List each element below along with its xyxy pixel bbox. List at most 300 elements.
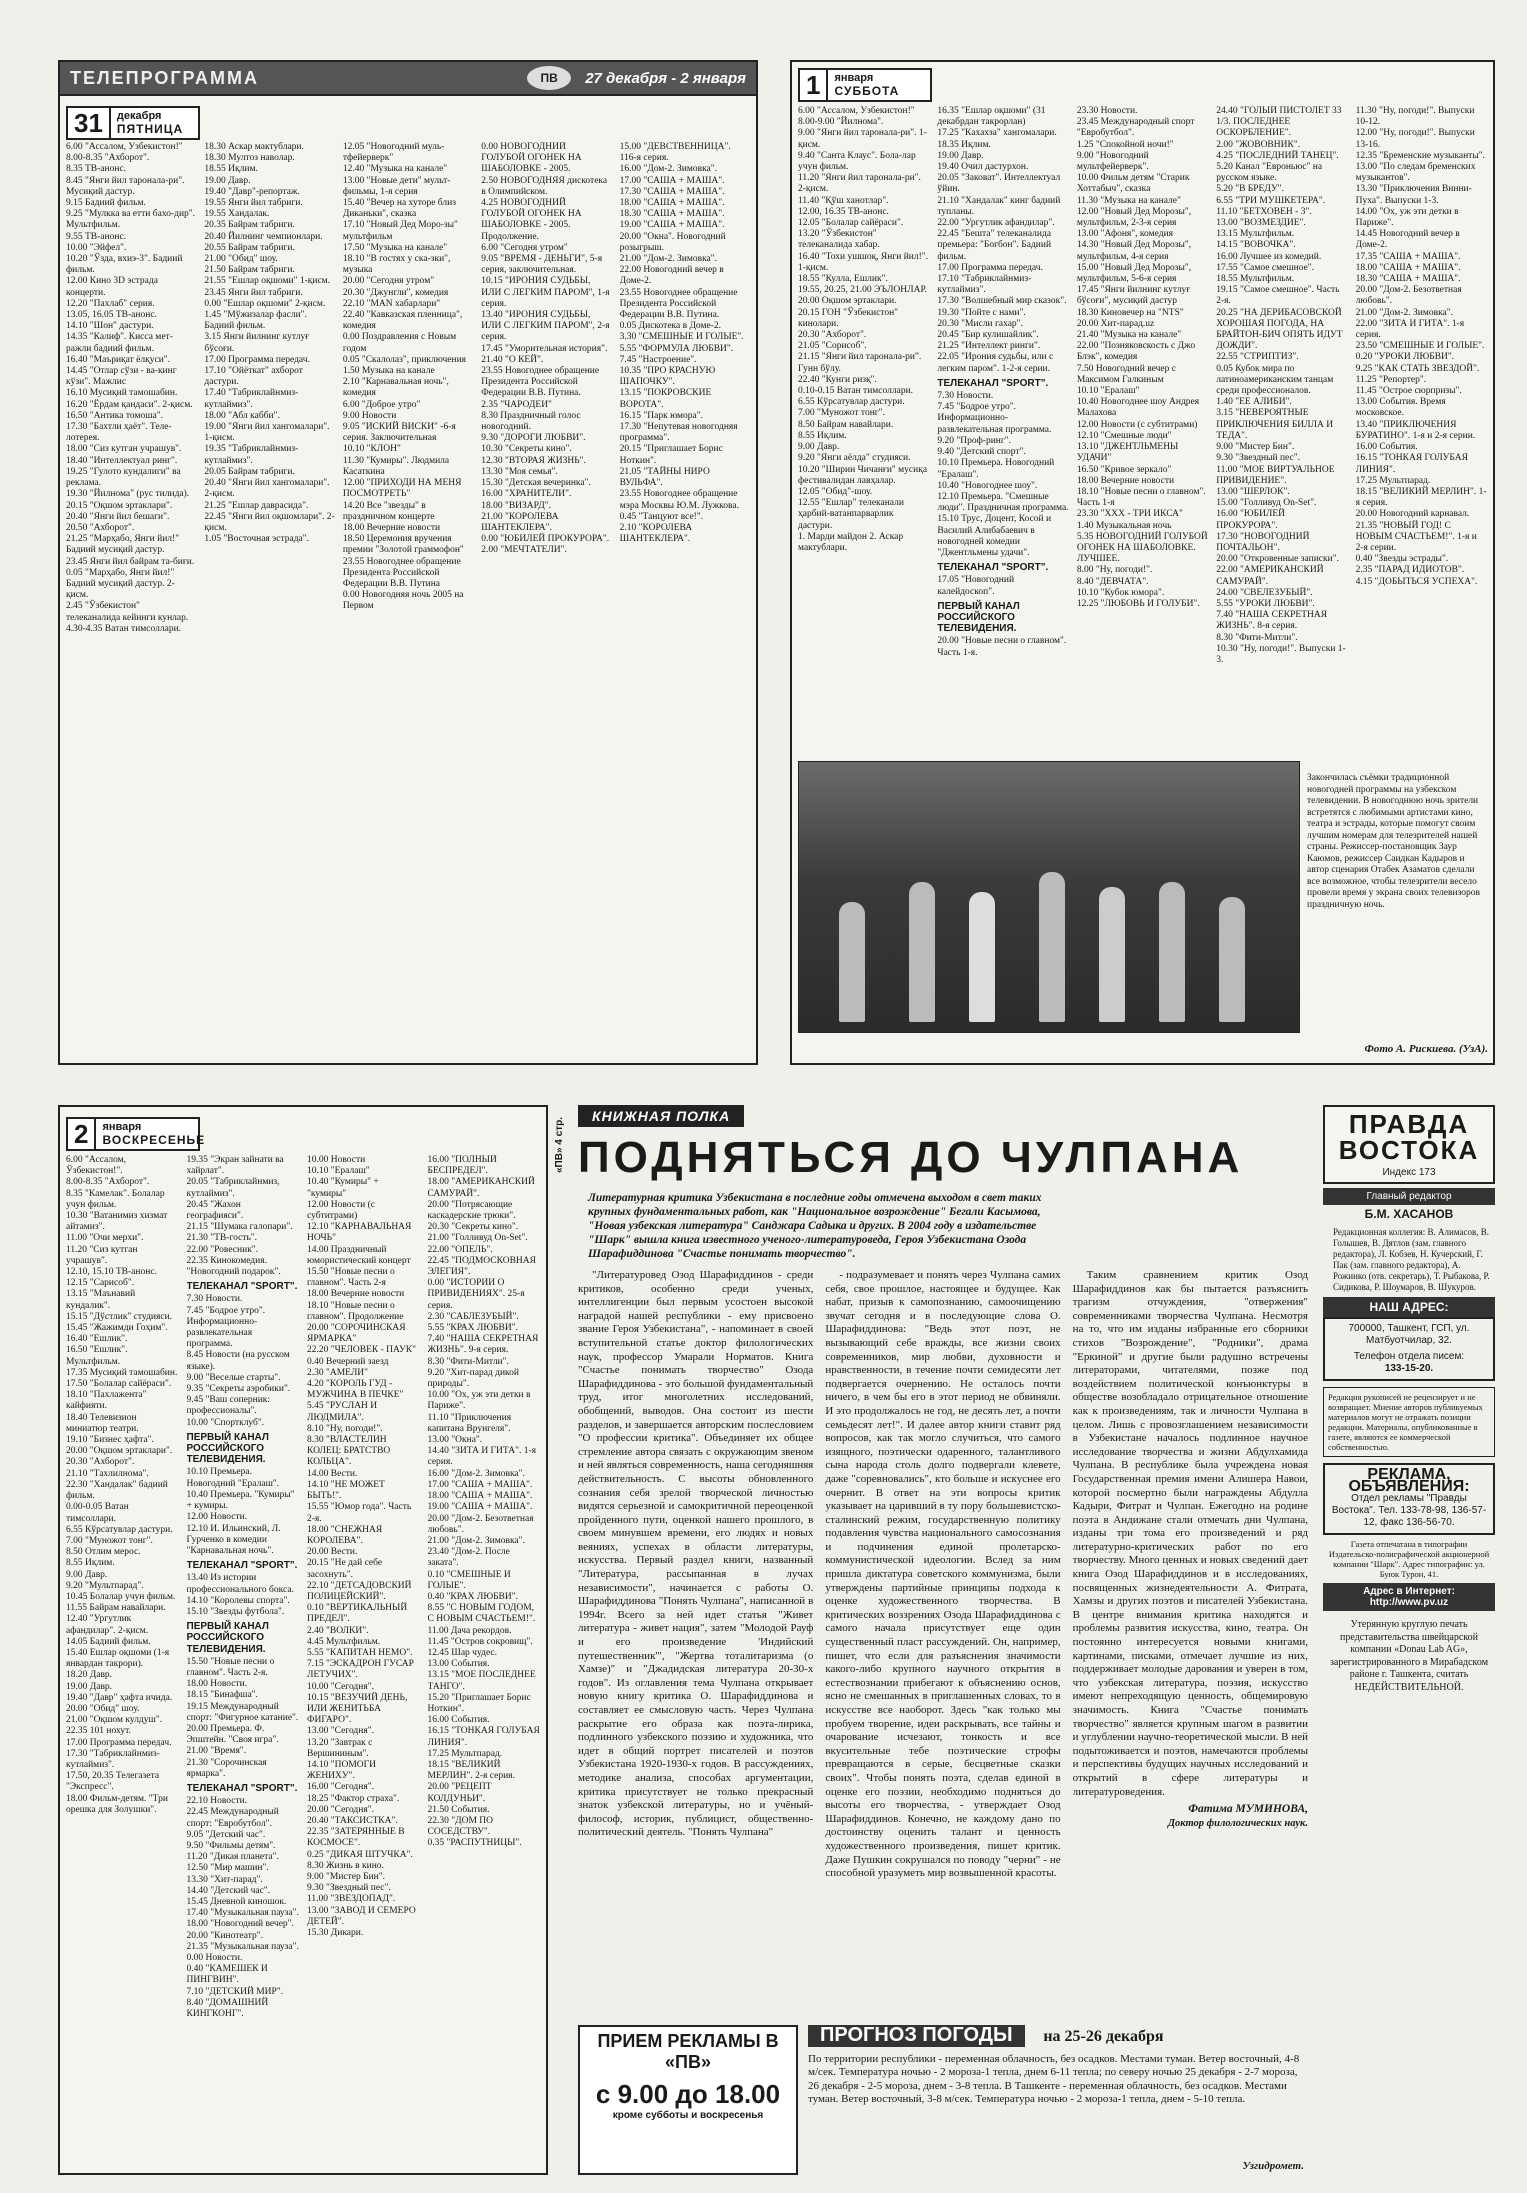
program-item: 22.10 Новости. <box>186 1796 248 1807</box>
program-item: 4.20 "КОРОЛЬ ГУД - МУЖЧИНА В ПЕЧКЕ" <box>307 1379 404 1401</box>
program-item: 6.55 Кўрсатувлар дастури. <box>798 397 905 408</box>
program-item: 17.40 "Музыкальная пауза". <box>186 1908 299 1919</box>
program-item: 24.00 "СВЕЛЕЗУБЫЙ". <box>1216 587 1313 598</box>
program-item: 6.00 "Сегодня утром" <box>481 242 568 253</box>
program-item: 7.45 "Бодрое утро". Информационно-развлекательная программа. <box>186 1305 266 1350</box>
program-item: 10.30 "Ватанимиз хизмат айтамиз". <box>66 1211 168 1233</box>
program-item: 10.15 "ВЕЗУЧИЙ ДЕНЬ, ИЛИ ЖЕНИТЬБА ФИГАРО". <box>307 1692 408 1726</box>
program-item: 20.15 ГОН "Ўзбекистон" кинолари. <box>798 307 899 329</box>
program-item: 9.05 "Детский час". <box>186 1829 266 1840</box>
program-item: 0.00 "ЮБИЛЕЙ ПРОКУРОРА". <box>481 534 610 545</box>
program-item: 9.30 "ДОРОГИ ЛЮБВИ". <box>481 433 586 444</box>
program-item: 22.45 "Бешта" телеканалида премьера: "Богбон". Бадиий фильм. <box>937 229 1052 262</box>
program-item: 0.10 "ВЕРТИКАЛЬНЫЙ ПРЕДЕЛ". <box>307 1603 408 1625</box>
program-item: 20.00 "Дом-2. Безответная любовь". <box>427 1513 534 1535</box>
ad-hours-from: с 9.00 <box>595 2079 669 2109</box>
program-item: 14.10 "ПОМОГИ ЖЕНИХУ". <box>307 1759 377 1782</box>
editor-label: Главный редактор <box>1323 1188 1495 1205</box>
program-item: 12.20 "Пахлаб" серия. <box>66 298 155 309</box>
program-item: 16.00 "Дом-2. Зимовка". <box>619 164 718 175</box>
program-item: 7.30 Новости. <box>937 391 994 402</box>
article-column <box>578 1269 813 1929</box>
program-item: 14.40 "ЗИТА И ГИТА". 1-я серия. <box>427 1446 537 1468</box>
program-item: 13.00 События. Время московское. <box>1355 397 1446 419</box>
program-item: 18.35 Иқлим. <box>937 139 991 150</box>
program-item: 18.50 Церемония вручения премии "Золотой граммофон" <box>342 534 464 556</box>
program-item: 13.00 "ЗАВОД И СЕМЕРО ДЕТЕЙ". <box>307 1905 416 1927</box>
program-item: 8.00-8.35 "Ахборот". <box>66 153 150 164</box>
program-item: 21.50 Байрам табриги. <box>204 265 295 276</box>
program-item: 17.45 "Янги йилнинг кутлуғ бўсоғи", мусиқий дастур <box>1076 285 1191 307</box>
program-item: 20.00 "СОРОЧИНСКАЯ ЯРМАРКА" <box>307 1323 406 1345</box>
program-item: 17.10 "Ойёткат" ахборот дастури. <box>204 366 303 388</box>
program-item: 20.00 "Окна". Новогодний розыгрыш. <box>619 231 726 253</box>
ad-contacts-title: РЕКЛАМА, ОБЪЯВЛЕНИЯ: <box>1348 1466 1470 1495</box>
program-item: 8.35 ТВ-анонс. <box>66 164 127 175</box>
program-item: 21.00 "КОРОЛЕВА ШАНТЕКЛЕРА". <box>481 511 559 533</box>
program-item: 21.25 "Интеллект ринги". <box>937 341 1041 352</box>
program-item: 9.25 "Мулкка ва етти бахо-дир". Мультфильм. <box>66 209 196 231</box>
program-item: 13.00 "ШЕРЛОК". <box>1216 486 1290 497</box>
program-column <box>428 1155 541 2167</box>
program-item: 22.40 "Кавказская пленница", комедия <box>342 310 463 332</box>
ad-weather-row <box>578 2025 1308 2175</box>
day-box <box>66 106 200 140</box>
program-columns <box>66 142 750 1057</box>
editor-name: Б.М. ХАСАНОВ <box>1364 1207 1454 1221</box>
program-item: 8.45 "Янги йил таронала-ри". Мусиқий дастур. <box>66 175 185 197</box>
program-item: 21.15 "Шумака галопари". <box>186 1222 293 1233</box>
program-item: 18.15 "ВЕЛИКИЙ МЕРЛИН". 2-я серия. <box>427 1759 515 1782</box>
program-item: 15.55 "Юмор года". Часть 2-я. <box>307 1502 412 1524</box>
program-column <box>187 1155 300 2167</box>
tv-dates: 27 декабря - 2 января <box>585 69 746 87</box>
program-item: 12.30 "ВТОРАЯ ЖИЗНЬ". <box>481 455 586 466</box>
program-item: 13.15 "Маънавий кундалик". <box>66 1289 136 1311</box>
day-weekday: ВОСКРЕСЕНЬЕ <box>102 1133 206 1147</box>
article-text: - подразумевает и понять через Чулпана самих себя, свое прошлое, настоящее и будущее. Как набат, призыв к самопознанию, самоочищению звучат сегодня и в последующие слова О. Шарафиддинова: "Ведь этот поэт, не вызывающий себе вражды, все жизни своих современников, мир любви, духовности и нравственности, в течение почти семидесяти лет подвергается очернению. Не осталось почти ничего, в чем бы его в этот период не обвиняли. И это продолжалось не год, не десять лет, а почти семьдесят лет!". И далее автор книги ставит ряд вопросов, как так могло случиться, что самого изящного, поэтически одаренного, талантливого сына народа столь долго подвергали клевете, даже "соревновались", кто больше и искуснее его очернит. В ответ на эти вопросы критик указывает на царивший в ту пору большевистско-сталинский режим, государственную политику подавления чувства национального самосознания и подчинения единой пролетарско-коммунистической идеологии. Вслед за ним пришла диктатура советского коммунизма, были утверждены партийные принципы подхода к оценке художественного творчества. В критических воззрениях Озода Шарафиддинова с самого начала присутствует еще один существенный пласт рассуждений. Он, например, пишет, что если для разъяснения значимости какого-либо крупного научного открытия в естествознании прибегают к объяснению основ, ясно не смешанных в приглашенных словах, то в искусстве все наоборот. Здесь "как только мы пробуем творение, идеи раскрывать, все тайны и очарование исчезают, тонкость и все вкусительные тебе поэтические строфы превращаются в серые, бесцветные сказки своих". Чтобы понять поэта, сделав единой в оценке его поэзии, необходимо подняться до высоты его творчества, - утверждает Озод Шарафиддинов. Конечно, не каждому дано по достоинству оценить талант и ценность художественного произведения, пишет критик. Даже Пушкин сокрушался по поводу "черни" - не способной уразуметь мир возвышенной красоты. <box>825 1269 1061 1880</box>
program-item: 19.15 "Самое смешное". Часть 2-я. <box>1216 285 1340 307</box>
program-item: 19.10 "Бизнес ҳафта". <box>66 1435 154 1446</box>
program-item: 0.00 НОВОГОДНИЙ ГОЛУБОЙ ОГОНЕК НА ШАБОЛОВКЕ - 2005. <box>481 142 582 175</box>
tv-panel-sunday <box>58 1105 548 2175</box>
program-item: 9.45 "Ваш соперник: профессионалы". <box>186 1395 271 1417</box>
program-item: 17.00 "САША + МАША". <box>427 1479 533 1490</box>
program-item: 0.10-0.15 Ватан тимсоллари. <box>798 386 914 397</box>
channel-heading: ТЕЛЕКАНАЛ "SPORT". <box>937 377 1049 389</box>
program-item: 12.05 "Болалар сайёраси". <box>798 218 904 229</box>
program-item: 0.40 "КАМЕШЕК И ПИНГВИН". <box>186 1964 268 1986</box>
program-item: 19.40 Очил дастурхон. <box>937 162 1029 173</box>
program-item: 17.25 Мультпарад. <box>427 1748 503 1759</box>
channel-heading: ПЕРВЫЙ КАНАЛ РОССИЙСКОГО ТЕЛЕВИДЕНИЯ. <box>937 600 1020 635</box>
program-item: 0.05 "Скалолаз", приключения <box>342 354 467 365</box>
program-item: 9.35 "Секреты аэробики". <box>186 1384 291 1395</box>
program-item: 13.30 "Приключения Винни-Пуха". Выпуски 1-3. <box>1355 184 1472 206</box>
program-item: 19.00 Давр. <box>66 1681 113 1692</box>
program-item: 17.40 "Табриклайнмиз-кутлаймиз". <box>204 388 299 410</box>
program-item: 17.50, 20.35 Телегазета "Экспресс". <box>66 1771 160 1793</box>
program-item: 20.40 Йилнинг чемпионлари. <box>204 231 323 242</box>
program-item: 0.40 "КРАХ ЛЮБВИ". <box>427 1591 518 1602</box>
print-info: Газета отпечатана в типографии Издательско-полиграфической акционерной компании "Шарк". Адрес типографии: ул. Буюк Турон, 41. <box>1328 1539 1490 1579</box>
program-item: 15.30 "Детская вечеринка". <box>481 478 591 489</box>
program-item: 16.00 "Сегодня". <box>307 1782 374 1793</box>
program-item: 2.00 "МЕЧТАТЕЛИ". <box>481 545 567 556</box>
program-item: 16.10 Мусиқий тамошабин. <box>66 388 178 399</box>
program-item: 8.55 Иқлим. <box>66 1558 115 1569</box>
program-item: 8.00-9.00 "Йилнома". <box>798 117 884 128</box>
program-item: 20.45 "Бир кулишайлик". <box>937 330 1039 341</box>
program-item: 7.15 "ЭСКАДРОН ГУСАР ЛЕТУЧИХ". <box>307 1659 414 1681</box>
program-item: 10.10 "Ералаш" <box>1076 386 1140 397</box>
program-item: 20.05 "Табриклайнмиз, кутлаймиз". <box>186 1177 280 1199</box>
program-item: 20.00 Хит-парад.uz <box>1076 318 1155 329</box>
program-item: 21.40 "Музыка на канале" <box>1076 330 1182 341</box>
program-item: 20.00 "Сегодня". <box>307 1804 374 1815</box>
program-item: 23.55 Новогоднее обращение Президента Российской Федерации В.В. Путина. <box>481 366 600 399</box>
program-item: 9.40 "Детский спорт". <box>937 447 1026 458</box>
program-item: 14.10 "Шон" дастури. <box>66 321 154 332</box>
program-item: 11.30 "Кумиры". Людмила Касаткина <box>342 455 450 477</box>
program-item: 9.00 "Янги йил таронала-ри". 1-қисм. <box>798 128 927 150</box>
program-item: 8.00-8.35 "Ахборот". <box>66 1177 150 1188</box>
day-box <box>798 68 932 102</box>
program-item: 12.10, 15.10 ТВ-анонс. <box>66 1267 157 1278</box>
masthead-index: Индекс 173 <box>1382 1167 1436 1178</box>
program-item: 18.00 Вечерние новости <box>1076 475 1175 486</box>
ad-reception-box <box>578 2025 798 2175</box>
program-item: 18.00 Новости. <box>186 1679 248 1690</box>
program-item: 17.10 "Табриклайнмиз-кутлаймиз". <box>937 274 1032 296</box>
program-item: 2.50 НОВОГОДНЯЯ дискотека в Олимпийском. <box>481 175 608 197</box>
program-item: 9.20 "Мультпарад". <box>66 1580 144 1591</box>
program-item: 8.30 "Фити-Митли". <box>427 1356 509 1367</box>
program-item: 21.25 "Марҳабо, Янги йил!" Бадиий мусиқий дастур. <box>66 534 180 556</box>
program-item: 16.00 "ЮБИЛЕЙ ПРОКУРОРА". <box>1216 509 1286 531</box>
program-item: 20.45 "Жахон географияси". <box>186 1199 244 1222</box>
program-item: 19.30 "Пойте с нами". <box>937 307 1026 318</box>
program-item: 12.00 "Новый Дед Морозы", мультфильм, 2-3-я серия <box>1076 206 1192 229</box>
program-item: 13.10 "ДЖЕНТЛЬМЕНЫ УДАЧИ" <box>1076 442 1179 464</box>
program-item: 19.35 "Экран зайнати ва хайрлат". <box>186 1155 284 1177</box>
program-item: 9.00 "Веселые старты". <box>186 1372 281 1383</box>
program-item: 5.35 НОВОГОДНИЙ ГОЛУБОЙ ОГОНЕК НА ШАБОЛОВКЕ. ЛУЧШЕЕ. <box>1076 531 1208 565</box>
program-item: 0.00-0.05 Ватан тимсоллари. <box>66 1502 129 1524</box>
program-item: 23.55 Новогоднее обращение Президента Российской Федерации В.В. Путина. <box>619 287 738 321</box>
program-item: 22.55 "СТРИПТИЗ". <box>1216 352 1299 363</box>
tv-header-bar <box>60 62 756 96</box>
program-item: 6.55 Кўрсатувлар дастури. <box>66 1524 173 1535</box>
program-item: 17.25 Мультпарад. <box>1355 475 1431 486</box>
program-item: 13.40 "ИРОНИЯ СУДЬБЫ, ИЛИ С ЛЕГКИМ ПАРОМ", 2-я серия. <box>481 310 610 343</box>
program-item: 7.00 "Муножот тонг". <box>798 408 885 419</box>
program-item: 5.55 "УРОКИ ЛЮБВИ". <box>1216 598 1315 609</box>
program-item: 17.50 "Болалар сайёраси". <box>66 1379 172 1390</box>
article-headline: ПОДНЯТЬСЯ ДО ЧУЛПАНА <box>578 1133 1244 1182</box>
program-item: 18.55 Иқлим. <box>204 164 258 175</box>
program-item: 16.40 "Тохи ушшоқ, Янги йил!". 1-қисм. <box>798 251 929 273</box>
ad-days: кроме субботы и воскресенья <box>612 2110 764 2121</box>
program-item: 11.30 "Музыка на канале" <box>1076 195 1181 206</box>
program-item: 17.30 "Бахтли ҳаёт". Теле-лотерея. <box>66 422 172 444</box>
program-item: 22.00 "Ровесник". <box>186 1244 259 1255</box>
program-item: 0.20 "УРОКИ ЛЮБВИ". <box>1355 352 1455 363</box>
program-item: 17.50 "Музыка на канале" <box>342 242 448 253</box>
program-item: 12.10 "КАРНАВАЛЬНАЯ НОЧЬ" <box>307 1222 412 1244</box>
program-item: 19.35 "Табриклайнмиз-кутлаймиз". <box>204 444 299 466</box>
program-item: 12.15 "Сарисоб". <box>66 1278 135 1289</box>
program-item: 18.55 Мультфильм. <box>1216 274 1295 285</box>
program-item: 0.00 "ИСТОРИИ О ПРИВИДЕНИЯХ". 25-я серия. <box>427 1278 525 1311</box>
program-item: 1.40 "ЕЕ АЛИБИ". <box>1216 397 1292 408</box>
program-item: 22.35 101 нохут. <box>66 1726 131 1737</box>
program-item: 21.50 События. <box>427 1804 490 1815</box>
program-item: 12.00 Кино 3D эстрада концерти. <box>66 276 158 298</box>
program-item: 12.00 Новости. <box>186 1512 248 1523</box>
program-item: 0.00 "Ешлар оқшоми" 2-қисм. <box>204 298 326 309</box>
program-item: 20.00 Вести. <box>307 1547 358 1558</box>
program-item: 11.10 "Приключения капитана Врунгеля". <box>427 1412 512 1434</box>
program-item: 23.45 Международный спорт "Евробутбол". <box>1076 117 1195 139</box>
program-item: 19.40 "Давр" ҳафта ичида. <box>66 1692 173 1703</box>
day-number: 1 <box>800 70 828 101</box>
program-item: 15.50 "Новые песни о главном". Часть 2-я. <box>186 1656 275 1678</box>
program-column <box>1356 106 1487 743</box>
program-item: 14.00 Вести. <box>307 1468 358 1479</box>
day-number: 2 <box>68 1119 96 1150</box>
program-item: 22.00 "ЗИТА И ГИТА". 1-я серия. <box>1355 318 1465 341</box>
program-item: 6.00 "Ассалом, Ўзбекистон!" <box>66 142 183 152</box>
photo-caption: Фото А. Рискиева. (УзА). <box>1364 1043 1488 1055</box>
program-item: 12.10 "Смешные люди" <box>1076 430 1172 441</box>
program-item: 20.00 "РЕЦЕПТ КОЛДУНЬИ". <box>427 1782 492 1804</box>
program-item: 6.00 "Ассалом, Ўзбекистон!". <box>66 1155 127 1177</box>
program-item: 15.10 "Звезды футбола". <box>186 1606 285 1617</box>
program-item: 18.10 "Новые песни о главном". Часть 1-я <box>1076 486 1206 509</box>
program-item: 16.00 "Дом-2. Зимовка". <box>427 1468 525 1479</box>
program-item: 12.55 "Ешлар" телеканали ҳарбий-ватанпарварлик дастури. <box>798 498 904 531</box>
program-item: 15.15 "Дўстлик" студияси. <box>66 1311 173 1322</box>
program-item: 12.00 "ПРИХОДИ НА МЕНЯ ПОСМОТРЕТЬ" <box>342 478 462 500</box>
program-item: 22.00 "АМЕРИКАНСКИЙ САМУРАЙ". <box>1216 565 1324 587</box>
program-item: 13.30 "Моя семья". <box>481 466 558 477</box>
program-item: 20.05 Байрам табриги. <box>204 466 295 477</box>
editorial-board: Редакционная коллегия: В. Алимасов, В. Голышев, В. Дятлов (зам. главного редактора), Л. Кобзев, Н. Кучерский, Г. Пак (зам. главного редактора), А. Рожинко (отв. секретарь), Т. Рыбакова, Р. Сидикова, Р. Шоумаров, В. Шукуров. <box>1333 1227 1490 1292</box>
program-item: 21.00 "Дом-2. Зимовка". <box>1355 307 1454 318</box>
program-item: 6.00 "Ассалом, Ўзбекистон!" <box>798 106 915 116</box>
program-item: 16.35 "Ешлар оқшоми" (31 декабрдан такрорлан) <box>937 106 1046 128</box>
page-tag: «ПВ» 4 стр. <box>554 1117 565 1173</box>
program-item: 20.55 Байрам табриги. <box>204 242 295 253</box>
program-item: 23.55 Новогоднее обращение мэра Москвы Ю.М. Лужкова. <box>619 489 740 511</box>
program-item: 18.10 "Пахлажента" кайфияти. <box>66 1390 147 1412</box>
program-item: 13.40 Из истории профессионального бокса. <box>186 1573 294 1595</box>
program-item: 10.10 "Кубок юмора". <box>1076 587 1165 598</box>
program-item: 11.00 "МОЕ ВИРТУАЛЬНОЕ ПРИВИДЕНИЕ". <box>1216 464 1335 486</box>
program-item: 13.20 "Завтрак с Вершининым". <box>307 1737 373 1759</box>
program-item: 9.05 "ВРЕМЯ - ДЕНЬГИ", 5-я серия, заключительная. <box>481 254 603 276</box>
channel-heading: ПЕРВЫЙ КАНАЛ РОССИЙСКОГО ТЕЛЕВИДЕНИЯ. <box>186 1621 269 1655</box>
program-item: 13.00 "По следам бременских музыкантов". <box>1355 162 1476 184</box>
program-item: 7.00 "Муножот тонг". <box>66 1535 153 1546</box>
program-item: 12.05 "Новогодний муль-тфейерверк" <box>342 142 445 164</box>
program-item: 21.00 "Дом-2. Зимовка". <box>619 254 718 265</box>
program-item: 11.25 "Репортер". <box>1355 374 1427 385</box>
program-item: 22.00 "Ургутлик афандилар". <box>937 218 1055 229</box>
program-item: 17.00 Программа передач. <box>937 262 1043 273</box>
program-item: 10.20 "Ўзда, вхиэ-3". Бадиий фильм. <box>66 254 183 276</box>
address-title: НАШ АДРЕС: <box>1323 1297 1495 1317</box>
program-item: 2.30 "АМЕЛИ" <box>307 1367 369 1378</box>
program-item: 9.00 "Мистер Бин". <box>307 1872 385 1882</box>
program-item: 16.00 События. <box>1355 442 1418 453</box>
program-item: 13.15 Мультфильм. <box>1216 229 1295 240</box>
program-item: 16.50 "Антика томоша". <box>66 410 164 421</box>
program-item: 0.00 Новогодняя ночь 2005 на Первом <box>342 590 464 612</box>
program-item: 20.00 Оқшом эртаклари. <box>798 296 897 307</box>
phone-label: Телефон отдела писем: <box>1353 1351 1465 1362</box>
program-item: 9.20 "Проф-ринг". <box>937 435 1012 446</box>
program-column <box>620 142 750 1057</box>
program-item: 21.40 "О КЕЙ". <box>481 354 544 365</box>
program-item: 8.30 Праздничный голос новогодний. <box>481 410 581 433</box>
program-item: 18.00 Фильм-детям. "Три орешка для Золушки". <box>66 1793 168 1815</box>
program-item: 14.10 "НЕ МОЖЕТ БЫТЬ!". <box>307 1479 385 1502</box>
program-item: 18.30 Киновечер на "NTS" <box>1076 307 1184 318</box>
program-item: 14.05 Бадиий фильм. <box>66 1636 151 1647</box>
program-item: 0.35 "РАСПУТНИЦЫ". <box>427 1838 522 1849</box>
author-role: Доктор филологических наук. <box>1167 1817 1308 1829</box>
program-item: 0.05 Кубок мира по латиноамериканским танцам среди профессионалов. <box>1216 363 1334 397</box>
program-item: 21.30 "ТВ-гость". <box>186 1233 258 1244</box>
day-month: января <box>102 1121 142 1133</box>
channel-heading: ПЕРВЫЙ КАНАЛ РОССИЙСКОГО ТЕЛЕВИДЕНИЯ. <box>186 1431 269 1466</box>
program-item: 17.25 "Кахахза" хангомалари. <box>937 128 1057 139</box>
program-item: 7.10 "ДЕТСКИЙ МИР". <box>186 1986 284 1997</box>
program-item: 12.00 Новости (с субтитрами) <box>1076 419 1198 430</box>
program-item: 18.00 "Абл кабби". <box>204 410 280 421</box>
day-box <box>66 1117 206 1151</box>
program-item: 20.30 "Мисли гахар". <box>937 318 1023 329</box>
program-item: 9.40 "Санта Клаус". Бола-лар учун фильм. <box>798 150 916 173</box>
program-item: 12.00 "Ну, погоди!". Выпуски 13-16. <box>1355 128 1475 150</box>
program-item: 14.45 Новогодний вечер в Доме-2. <box>1355 229 1460 251</box>
program-item: 13.20 "Ўзбекистон" телеканалида хабар. <box>798 229 880 251</box>
program-item: 18.00 "Новогодний вечер". <box>186 1919 294 1930</box>
program-item: 0.00 Новости. <box>186 1953 243 1964</box>
program-item: 8.40 "ДОМАШНИЙ КИНГКОНГ". <box>186 1997 269 2020</box>
program-item: 9.05 "ИСКИЙ ВИСКИ" -6-я серия. Заключительная <box>342 422 456 444</box>
ad-contacts <box>1323 1463 1495 1535</box>
program-item: 8.50 Байрам навайлари. <box>798 419 894 430</box>
program-item: 13.00 "ВОЗМЕЗДИЕ". <box>1216 218 1306 229</box>
article-rubric: КНИЖНАЯ ПОЛКА <box>578 1105 744 1127</box>
program-item: 15.45 "Жажимди Гоҳим". <box>66 1323 168 1334</box>
program-item: 19.00 Давр. <box>937 150 984 161</box>
program-item: 14.00 "Ох, уж эти детки в Париже". <box>1355 206 1459 229</box>
program-item: 21.10 "Хандалак" кинг бадиий тупланы. <box>937 195 1061 217</box>
ad-title: ПРИЕМ РЕКЛАМЫ В «ПВ» <box>597 2031 779 2072</box>
program-item: 1.25 "Спокойной ночи!" <box>1076 139 1174 150</box>
program-item: 2.10 "Карнавальная ночь", комедия <box>342 377 449 399</box>
program-item: 20.00 "Кинотеатр". <box>186 1930 263 1941</box>
program-item: 17.30 "Непутевая новогодняя программа". <box>619 422 738 444</box>
program-item: 19.00 Давр. <box>204 175 251 186</box>
program-item: 8.45 Новости (на русском языке). <box>186 1350 290 1372</box>
day-month: января <box>834 72 874 84</box>
program-item: 13.00 "Афоня", комедия <box>1076 229 1174 240</box>
program-item: 15.00 "Голливуд On-Set". <box>1216 498 1317 509</box>
program-item: 8.00 "Ну, погоди!". <box>1076 565 1153 576</box>
program-item: 16.40 "Маъриқат ёлқуси". <box>66 354 171 365</box>
program-item: 8.40 "ДЕВЧАТА". <box>1076 576 1149 587</box>
program-item: 5.45 "РУСЛАН И ЛЮДМИЛА". <box>307 1401 378 1423</box>
program-item: 14.00 Праздничный юмористический концерт <box>307 1244 411 1266</box>
program-column <box>798 106 929 743</box>
program-item: 11.40 "Қўш ханотлар". <box>798 195 889 206</box>
program-item: 18.00 "САША + МАША". <box>1355 262 1461 273</box>
program-item: 17.55 "Самое смешное". <box>1216 262 1315 273</box>
program-item: 7.40 "НАША СЕКРЕТНАЯ ЖИЗНЬ". 8-я серия. <box>1216 610 1328 632</box>
program-item: 23.30 Новости. <box>1076 106 1138 116</box>
program-item: 20.15 "Не дай себе засохнуть". <box>307 1558 383 1580</box>
program-item: 14.20 Все "звезды" в праздничном концерте <box>342 500 435 522</box>
program-item: 11.20 "Дикая планета". <box>186 1852 279 1863</box>
program-item: 8.30 Жизнь в кино. <box>307 1860 384 1871</box>
program-item: 20.05 "Заковат". Интеллектуал ўйин. <box>937 173 1061 195</box>
program-item: 3.15 Янги йилнинг кутлуғ бўсоғи. <box>204 332 310 354</box>
program-item: 19.25 "Гулото кундалиги" ва реклама. <box>66 466 181 489</box>
program-item: 20.40 "Янги йил бешаги". <box>66 511 170 522</box>
program-item: 22.45 "ПОДМОСКОВНАЯ ЭЛЕГИЯ". <box>427 1255 536 1278</box>
program-item: 18.30 "САША + МАША". <box>619 209 725 220</box>
program-item: 4.25 НОВОГОДНИЙ ГОЛУБОЙ ОГОНЕК НА ШАБОЛОВКЕ - 2005. Продолжение. <box>481 198 582 242</box>
program-item: 9.55 ТВ-анонс. <box>66 231 127 242</box>
program-item: 20.30 "Ахборот". <box>798 330 867 341</box>
program-item: 20.00 "Оқшом эртаклари". <box>66 1446 173 1457</box>
program-item: 14.45 "Отлар сўзи - ва-кинг кўзи". Мажлис <box>66 366 177 388</box>
program-item: 19.00 "САША + МАША". <box>619 220 725 231</box>
article-author <box>1073 1803 1308 1830</box>
program-item: 17.00 Программа передач. <box>66 1737 172 1748</box>
web-address: Адрес в Интернет: http://www.pv.uz <box>1323 1583 1495 1611</box>
program-item: 2.35 "ПАРАД ИДИОТОВ". <box>1355 565 1465 576</box>
program-item: 21.10 "Тахлилнома". <box>66 1468 149 1479</box>
program-item: 10.40 "Новогоднее шоу". <box>937 480 1038 491</box>
program-item: 5.20 Канал "Евроньюс" на русском языке. <box>1216 162 1323 184</box>
program-item: 10.45 Болалар учун фильм. <box>66 1591 176 1602</box>
program-column <box>1077 106 1208 743</box>
article-text: Таким сравнением критик Озод Шарафиддинов как бы пытается разъяснить трагизм отчуждения, "отвержения" современниками творчества Чулпана. Несмотря на то, что им изданы избранные его сборники стихов "Возрождение", "Родники", драма "Еркиной" и другие были радушно встречены литераторами, читателями, позже под воздействием политической конъюнктуры в обществе возобладало отрицательное отношение как к произведениям, так и личности Чулпана в целом. Лишь с провозглашением независимости в Узбекистане началось подлинное научное исследование творчества и жизни Абдулхамида Чулпана. В республике была учреждена новая Государственная премия имени Алишера Навои, которой посмертно были награждены Абдулла Кадыри, Фитрат и Чулпан. Ежегодно на родине поэта в Андижане стали отмечать дни Чулпана, изданы три тома его произведений и ряд литературно-критических работ по его творчеству. Много ценных и новых сведений дает книга Озод Шарафиддинов и в исследованиях, посвященных жизнедеятельности А. Фитрата, Хамзы и других поэтов и писателей Узбекистана. В центре внимания критика находятся и проблемы развития искусства, кино, театра. Он постоянно интересуется новыми книгами, картинами, писками, отмечает лучшие из них, поддерживает молодые дарования и уверен в том, что узбекская литература, поэзия, искусство имеют непреходящую ценность, общемировую значимость. Книга "Счастье понимать творчество" является крупным шагом в развитии и углублении научно-теоретической мысли. В ней подытоживается и поэтов, намечаются проблемы и перспективы будущих научных исследований и открытий в сфере литературы и литературоведения. <box>1072 1269 1308 1798</box>
program-item: 10.30 "Секреты кино". <box>481 444 572 455</box>
program-item: 12.40 "Музыка на канале" <box>342 164 448 175</box>
program-item: 21.05 "ТАЙНЫ НИРО ВУЛЬФА". <box>619 466 710 489</box>
program-item: 1.05 "Восточная эстрада". <box>204 534 310 545</box>
program-item: 20.15 "Оқшом эртаклари". <box>66 500 173 511</box>
program-item: 18.00 "САША + МАША". <box>619 198 725 209</box>
program-item: 23.45 Янги йил байрам та-биғи. <box>66 556 195 567</box>
program-item: 14.30 "Новый Дед Морозы", мультфильм, 4-я серия <box>1076 240 1192 262</box>
program-item: 15.50 "Новые песни о главном". Часть 2-я <box>307 1267 395 1289</box>
program-item: 19.00 "САША + МАША". <box>427 1502 533 1513</box>
program-item: 23.30 "XXX - ТРИ ИКСА" <box>1076 509 1183 520</box>
program-item: 21.25 "Ешлар даврасида". <box>204 500 309 511</box>
program-item: 17.35 Мусиқий тамошабин. <box>66 1367 178 1378</box>
program-item: 22.00 Новогодний вечер в Доме-2. <box>619 265 724 287</box>
program-item: 16.15 "ТОНКАЯ ГОЛУБАЯ ЛИНИЯ". <box>1355 453 1468 475</box>
program-item: 11.00 "Очи мерхи". <box>66 1233 144 1244</box>
